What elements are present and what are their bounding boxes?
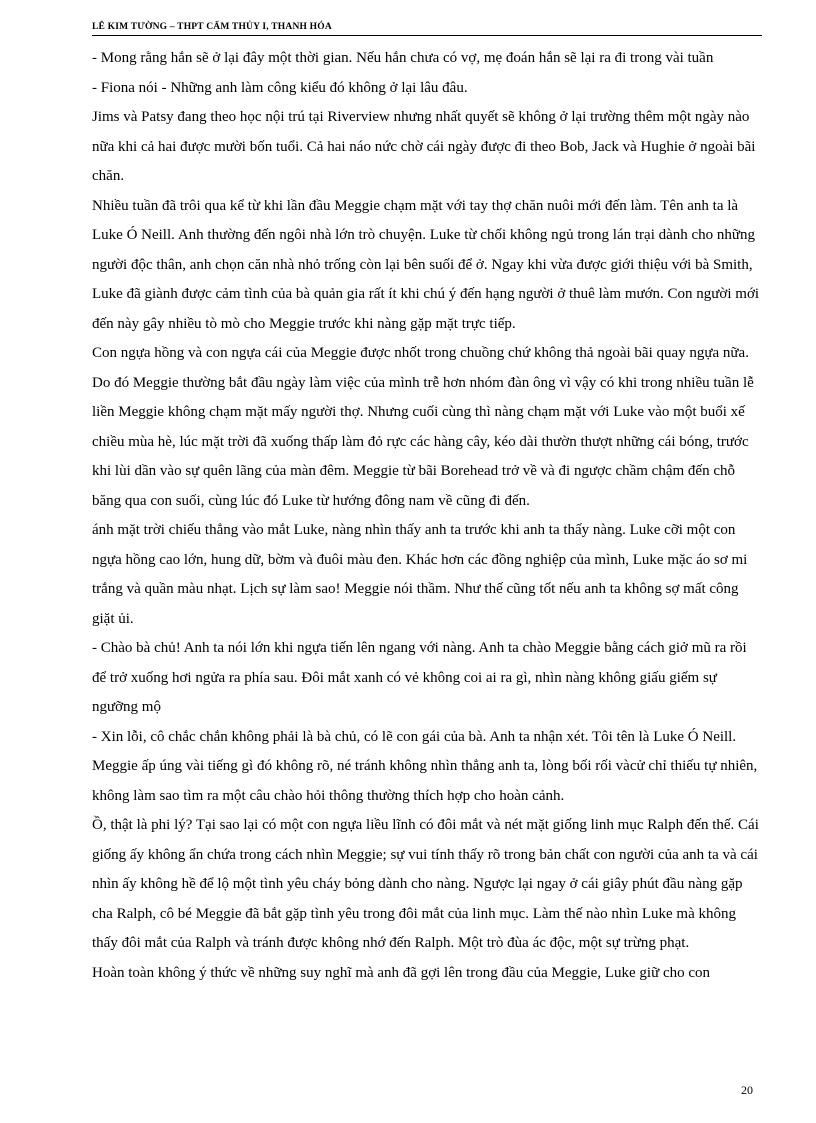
document-body xyxy=(92,44,764,988)
paragraph: - Mong rằng hắn sẽ ở lại đây một thời gian. Nếu hắn chưa có vợ, mẹ đoán hắn sẽ lại ra đi trong vài tuần xyxy=(92,50,714,66)
paragraph: Meggie ấp úng vài tiếng gì đó không rõ, né tránh không nhìn thẳng anh ta, lòng bối rối vàcử chỉ thiếu tự nhiên, không làm sao tìm ra một câu chào hỏi thông thường thích hợp cho hoàn cảnh. xyxy=(92,758,758,804)
paragraph: - Fiona nói - Những anh làm công kiểu đó không ở lại lâu đâu. xyxy=(92,79,468,96)
paragraph: ánh mặt trời chiếu thẳng vào mắt Luke, nàng nhìn thấy anh ta trước khi anh ta thấy nàng. Luke cỡi một con ngựa hồng cao lớn, hung dữ, bờm và đuôi màu đen. Khác hơn các đồng nghiệp của mình, Luke mặc áo sơ mi trắng và quần màu nhạt. Lịch sự làm sao! Meggie nói thầm. Như thế cũng tốt nếu anh ta không sợ mất công giặt ủi. xyxy=(92,522,748,627)
paragraph: - Chào bà chủ! Anh ta nói lớn khi ngựa tiến lên ngang với nàng. Anh ta chào Meggie bằng cách giở mũ ra rồi để trở xuống hơi ngửa ra phía sau. Đôi mắt xanh có vẻ không coi ai ra gì, nhìn nàng không giấu giếm sự ngưỡng mộ xyxy=(92,640,747,715)
paragraph: Ồ, thật là phi lý? Tại sao lại có một con ngựa liều lĩnh có đôi mắt và nét mặt giống linh mục Ralph đến thế. Cái giống ấy không ẩn chứa trong cách nhìn Meggie; sự vui tính thấy rõ trong bản chất con người của anh ta và cái nhìn ấy không hề để lộ một tình yêu cháy bỏng dành cho nàng. Ngược lại ngay ở cái giây phút đầu nàng gặp cha Ralph, cô bé Meggie đã bắt gặp tình yêu trong đôi mắt của linh mục. Làm thế nào nhìn Luke mà không thấy đôi mắt của Ralph và tránh được không nhớ đến Ralph. Một trò đùa ác độc, một sự trừng phạt. xyxy=(92,817,759,951)
paragraph: Nhiều tuần đã trôi qua kể từ khi lần đầu Meggie chạm mặt với tay thợ chăn nuôi mới đến làm. Tên anh ta là Luke Ó Neill. Anh thường đến ngôi nhà lớn trò chuyện. Luke từ chối không ngủ trong lán trại dành cho những người độc thân, anh chọn căn nhà nhỏ trống còn lại bên suối để ở. Ngay khi vừa được giới thiệu với bà Smith, Luke đã giành được cảm tình của bà quản gia rất ít khi chú ý đến hạng người ở thuê làm mướn. Con người mới đến này gây nhiều tò mò cho Meggie trước khi nàng gặp mặt trực tiếp. xyxy=(92,197,760,332)
paragraph: - Xin lỗi, cô chắc chắn không phải là bà chủ, có lẽ con gái của bà. Anh ta nhận xét. Tôi tên là Luke Ó Neill. xyxy=(92,728,737,745)
paragraph: Jims và Patsy đang theo học nội trú tại Riverview nhưng nhất quyết sẽ không ở lại trường thêm một ngày nào nữa khi cả hai được mười bốn tuổi. Cả hai náo nức chờ cái ngày được đi theo Bob, Jack và Hughie ở ngoài bãi chăn. xyxy=(92,109,756,184)
page-number: 20 xyxy=(741,1083,753,1097)
paragraph: Con ngựa hồng và con ngựa cái của Meggie được nhốt trong chuồng chứ không thả ngoài bãi quay ngựa nữa. Do đó Meggie thường bắt đầu ngày làm việc của mình trễ hơn nhóm đàn ông vì vậy có khi trong nhiều tuần lễ liền Meggie không chạm mặt mấy người thợ. Nhưng cuối cùng thì nàng chạm mặt với Luke vào một buổi xế chiều mùa hè, lúc mặt trời đã xuống thấp làm đỏ rực các hàng cây, kéo dài thườn thượt những cái bóng, trước khi lùi dần vào sự quên lãng của màn đêm. Meggie từ bãi Borehead trở về và đi ngược chầm chậm đến chỗ băng qua con suối, cùng lúc đó Luke từ hướng đông nam về cũng đi đến. xyxy=(92,345,754,509)
paragraph: Hoàn toàn không ý thức về những suy nghĩ mà anh đã gợi lên trong đầu của Meggie, Luke giữ cho con xyxy=(92,964,711,981)
page-header: LÊ KIM TƯỜNG – THPT CẨM THỦY I, THANH HÓA xyxy=(92,22,762,36)
